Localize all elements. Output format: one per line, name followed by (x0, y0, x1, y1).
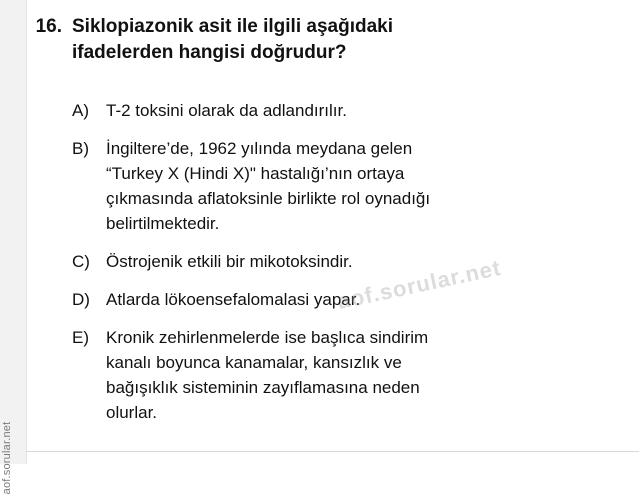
question-text-line-1: Siklopiazonik asit ile ilgili aşağıdaki (72, 16, 393, 37)
watermark-strip (0, 0, 27, 494)
watermark-diagonal-text: aof.sorular.net (335, 254, 504, 315)
option-b-line-2: “Turkey X (Hindi X)" hastalığı’nın ortaya (106, 164, 405, 183)
option-c-text (106, 249, 608, 274)
option-e-letter: E) (72, 328, 89, 347)
question-number: 16. (35, 16, 62, 37)
option-d-text (106, 287, 608, 312)
option-b-letter: B) (72, 139, 89, 158)
option-a[interactable] (72, 98, 624, 123)
option-b-text (106, 136, 608, 236)
option-e-line-3: bağışıklık sisteminin zayıflamasına neden (106, 378, 420, 397)
option-b-line-4: belirtilmektedir. (106, 214, 220, 233)
option-d-line-1: Atlarda lökoensefalomalasi yapar. (106, 290, 361, 309)
option-b-line-3: çıkmasında aflatoksinle birlikte rol oynadığı (106, 189, 431, 208)
option-e-line-2: kanalı boyunca kanamalar, kansızlık ve (106, 353, 402, 372)
question-page (26, 0, 639, 464)
option-a-letter: A) (72, 101, 89, 120)
question-text (72, 14, 620, 66)
page-bottom-divider (26, 451, 639, 452)
option-b[interactable] (72, 136, 624, 236)
option-d[interactable] (72, 287, 624, 312)
option-e-line-1: Kronik zehirlenmelerde ise başlıca sindirim (106, 328, 429, 347)
option-b-line-1: İngiltere’de, 1962 yılında meydana gelen (106, 139, 413, 158)
question-block (26, 14, 624, 66)
option-e-text (106, 325, 608, 425)
watermark-side-text: aof.sorular.net (1, 421, 13, 494)
option-e[interactable] (72, 325, 624, 425)
option-c[interactable] (72, 249, 624, 274)
option-a-line-1: T-2 toksini olarak da adlandırılır. (106, 101, 347, 120)
options-list (72, 98, 624, 438)
option-c-line-1: Östrojenik etkili bir mikotoksindir. (106, 252, 353, 271)
question-text-line-2: ifadelerden hangisi doğrudur? (72, 42, 347, 63)
option-e-line-4: olurlar. (106, 403, 158, 422)
option-d-letter: D) (72, 290, 90, 309)
option-c-letter: C) (72, 252, 90, 271)
option-a-text (106, 98, 608, 123)
